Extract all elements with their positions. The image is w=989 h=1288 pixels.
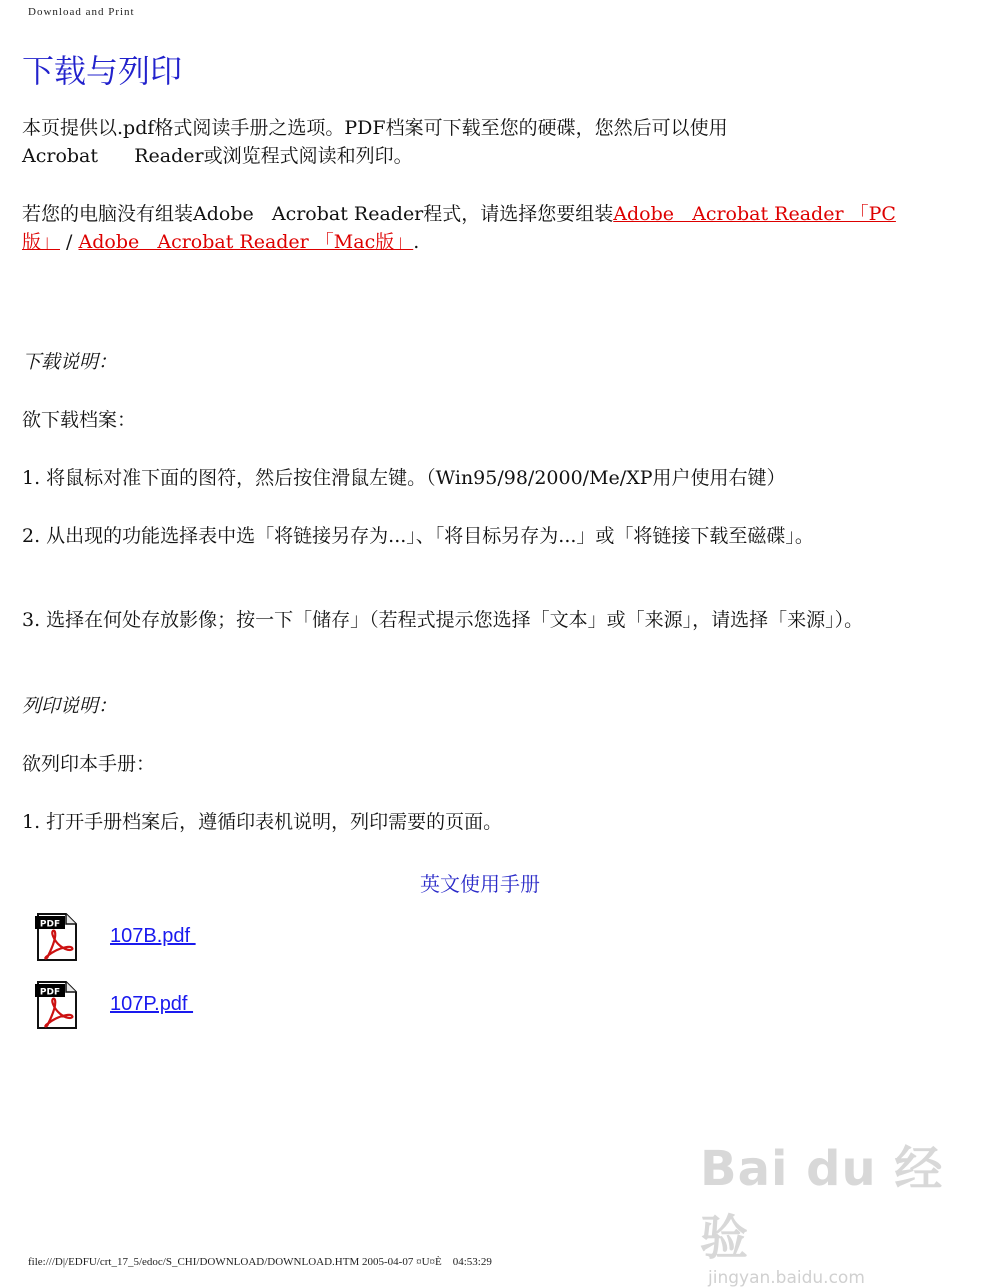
adobe-reader-mac-link[interactable]: Adobe Acrobat Reader 「Mac版」 bbox=[78, 231, 414, 253]
print-intro: 欲列印本手册： bbox=[22, 753, 156, 775]
print-instructions-heading: 列印说明： bbox=[22, 695, 118, 717]
page-header-title: Download and Print bbox=[28, 6, 135, 18]
intro-line-2: Acrobat Reader或浏览程式阅读和列印。 bbox=[22, 145, 413, 167]
intro-line-1: 本页提供以.pdf格式阅读手册之选项。PDF档案可下载至您的硬碟，您然后可以使用 bbox=[22, 117, 728, 139]
page-footer-path: file:///D|/EDFU/crt_17_5/edoc/S_CHI/DOWNLOAD/DOWNLOAD.HTM 2005-04-07 ¤U¤È 04:53:29 bbox=[28, 1256, 492, 1268]
watermark-logo: Bai du 经验 bbox=[700, 1141, 944, 1266]
download-step-2: 2. 从出现的功能选择表中选「将链接另存为...」、「将目标另存为...」或「将链接下载至磁碟」。 bbox=[22, 525, 814, 547]
download-step-1: 1. 将鼠标对准下面的图符，然后按住滑鼠左键。（Win95/98/2000/Me/XP用户使用右键） bbox=[22, 467, 786, 489]
svg-text:PDF: PDF bbox=[39, 987, 61, 998]
english-manual-heading: 英文使用手册 bbox=[420, 872, 540, 896]
file-row bbox=[34, 978, 193, 1030]
download-step-3: 3. 选择在何处存放影像；按一下「储存」（若程式提示您选择「文本」或「来源」，请选择「来源」）。 bbox=[22, 609, 864, 631]
download-instructions-heading: 下载说明： bbox=[22, 351, 118, 373]
print-step-1: 1. 打开手册档案后，遵循印表机说明，列印需要的页面。 bbox=[22, 811, 503, 833]
file-row bbox=[34, 910, 196, 962]
reader-period: . bbox=[413, 231, 420, 253]
reader-download-paragraph bbox=[22, 200, 902, 256]
baidu-watermark bbox=[700, 1130, 950, 1288]
pdf-file-icon[interactable] bbox=[34, 978, 80, 1030]
link-separator: / bbox=[60, 231, 79, 253]
pdf-file-icon[interactable] bbox=[34, 910, 80, 962]
pdf-download-link-107b[interactable]: 107B.pdf bbox=[110, 924, 196, 947]
page-title: 下载与列印 bbox=[22, 52, 183, 90]
watermark-url: jingyan.baidu.com bbox=[708, 1268, 865, 1288]
adobe-reader-pc-link[interactable]: Adobe Acrobat Reader 「PC版」 bbox=[22, 203, 896, 253]
download-intro: 欲下载档案： bbox=[22, 409, 137, 431]
intro-paragraph bbox=[22, 114, 902, 170]
svg-text:PDF: PDF bbox=[39, 919, 61, 930]
reader-prompt-text: 若您的电脑没有组装Adobe Acrobat Reader程式，请选择您要组装 bbox=[22, 203, 614, 225]
pdf-download-link-107p[interactable]: 107P.pdf bbox=[110, 992, 194, 1015]
